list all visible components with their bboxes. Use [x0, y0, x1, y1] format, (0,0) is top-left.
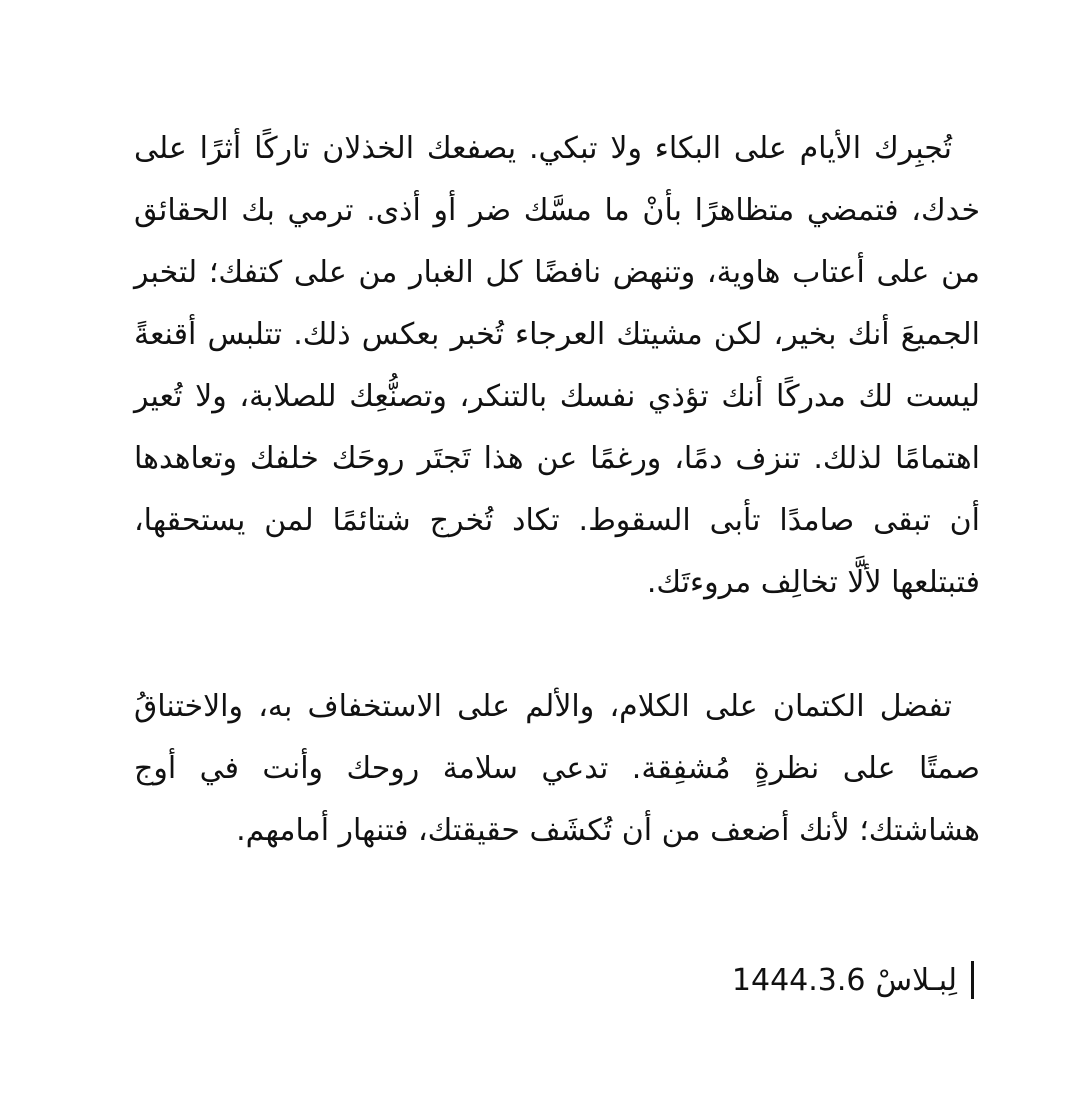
author-name: لِبـلاسْ [875, 962, 957, 998]
paragraph-2: تفضل الكتمان على الكلام، والألم على الاستخفاف به، والاختناقُ صمتًا على نظرةٍ مُشفِقة. تدعي سلامة روحك وأنت في أوج هشاشتك؛ لأنك أضعف من أن تُكشَف حقيقتك، فتنهار أمامهم. [134, 689, 980, 848]
signature-date: 1444.3.6 [731, 962, 866, 998]
paragraph-1: تُجبِرك الأيام على البكاء ولا تبكي. يصفعك الخذلان تاركًا أثرًا على خدك، فتمضي متظاهرًا بأنْ ما مسَّك ضر أو أذى. ترمي بك الحقائق من على أعتاب هاوية، وتنهض نافضًا كل الغبار من على كتفك؛ لتخبر الجميعَ أنك بخير، لكن مشيتك العرجاء تُخبر بعكس ذلك. تتلبس أقنعةً ليست لك مدركًا أنك تؤذي نفسك بالتنكر، وتصنُّعِك للصلابة، ولا تُعير اهتمامًا لذلك. تنزف دمًا، ورغمًا عن هذا تَجتَر روحَك خلفك وتعاهدها أن تبقى صامدًا تأبى السقوط. تكاد تُخرج شتائمًا لمن يستحقها، فتبتلعها لألَّا تخالِف مروءتَك. [134, 131, 980, 600]
signature-block [732, 958, 974, 1002]
text-body [134, 118, 980, 862]
signature-divider [971, 961, 974, 999]
